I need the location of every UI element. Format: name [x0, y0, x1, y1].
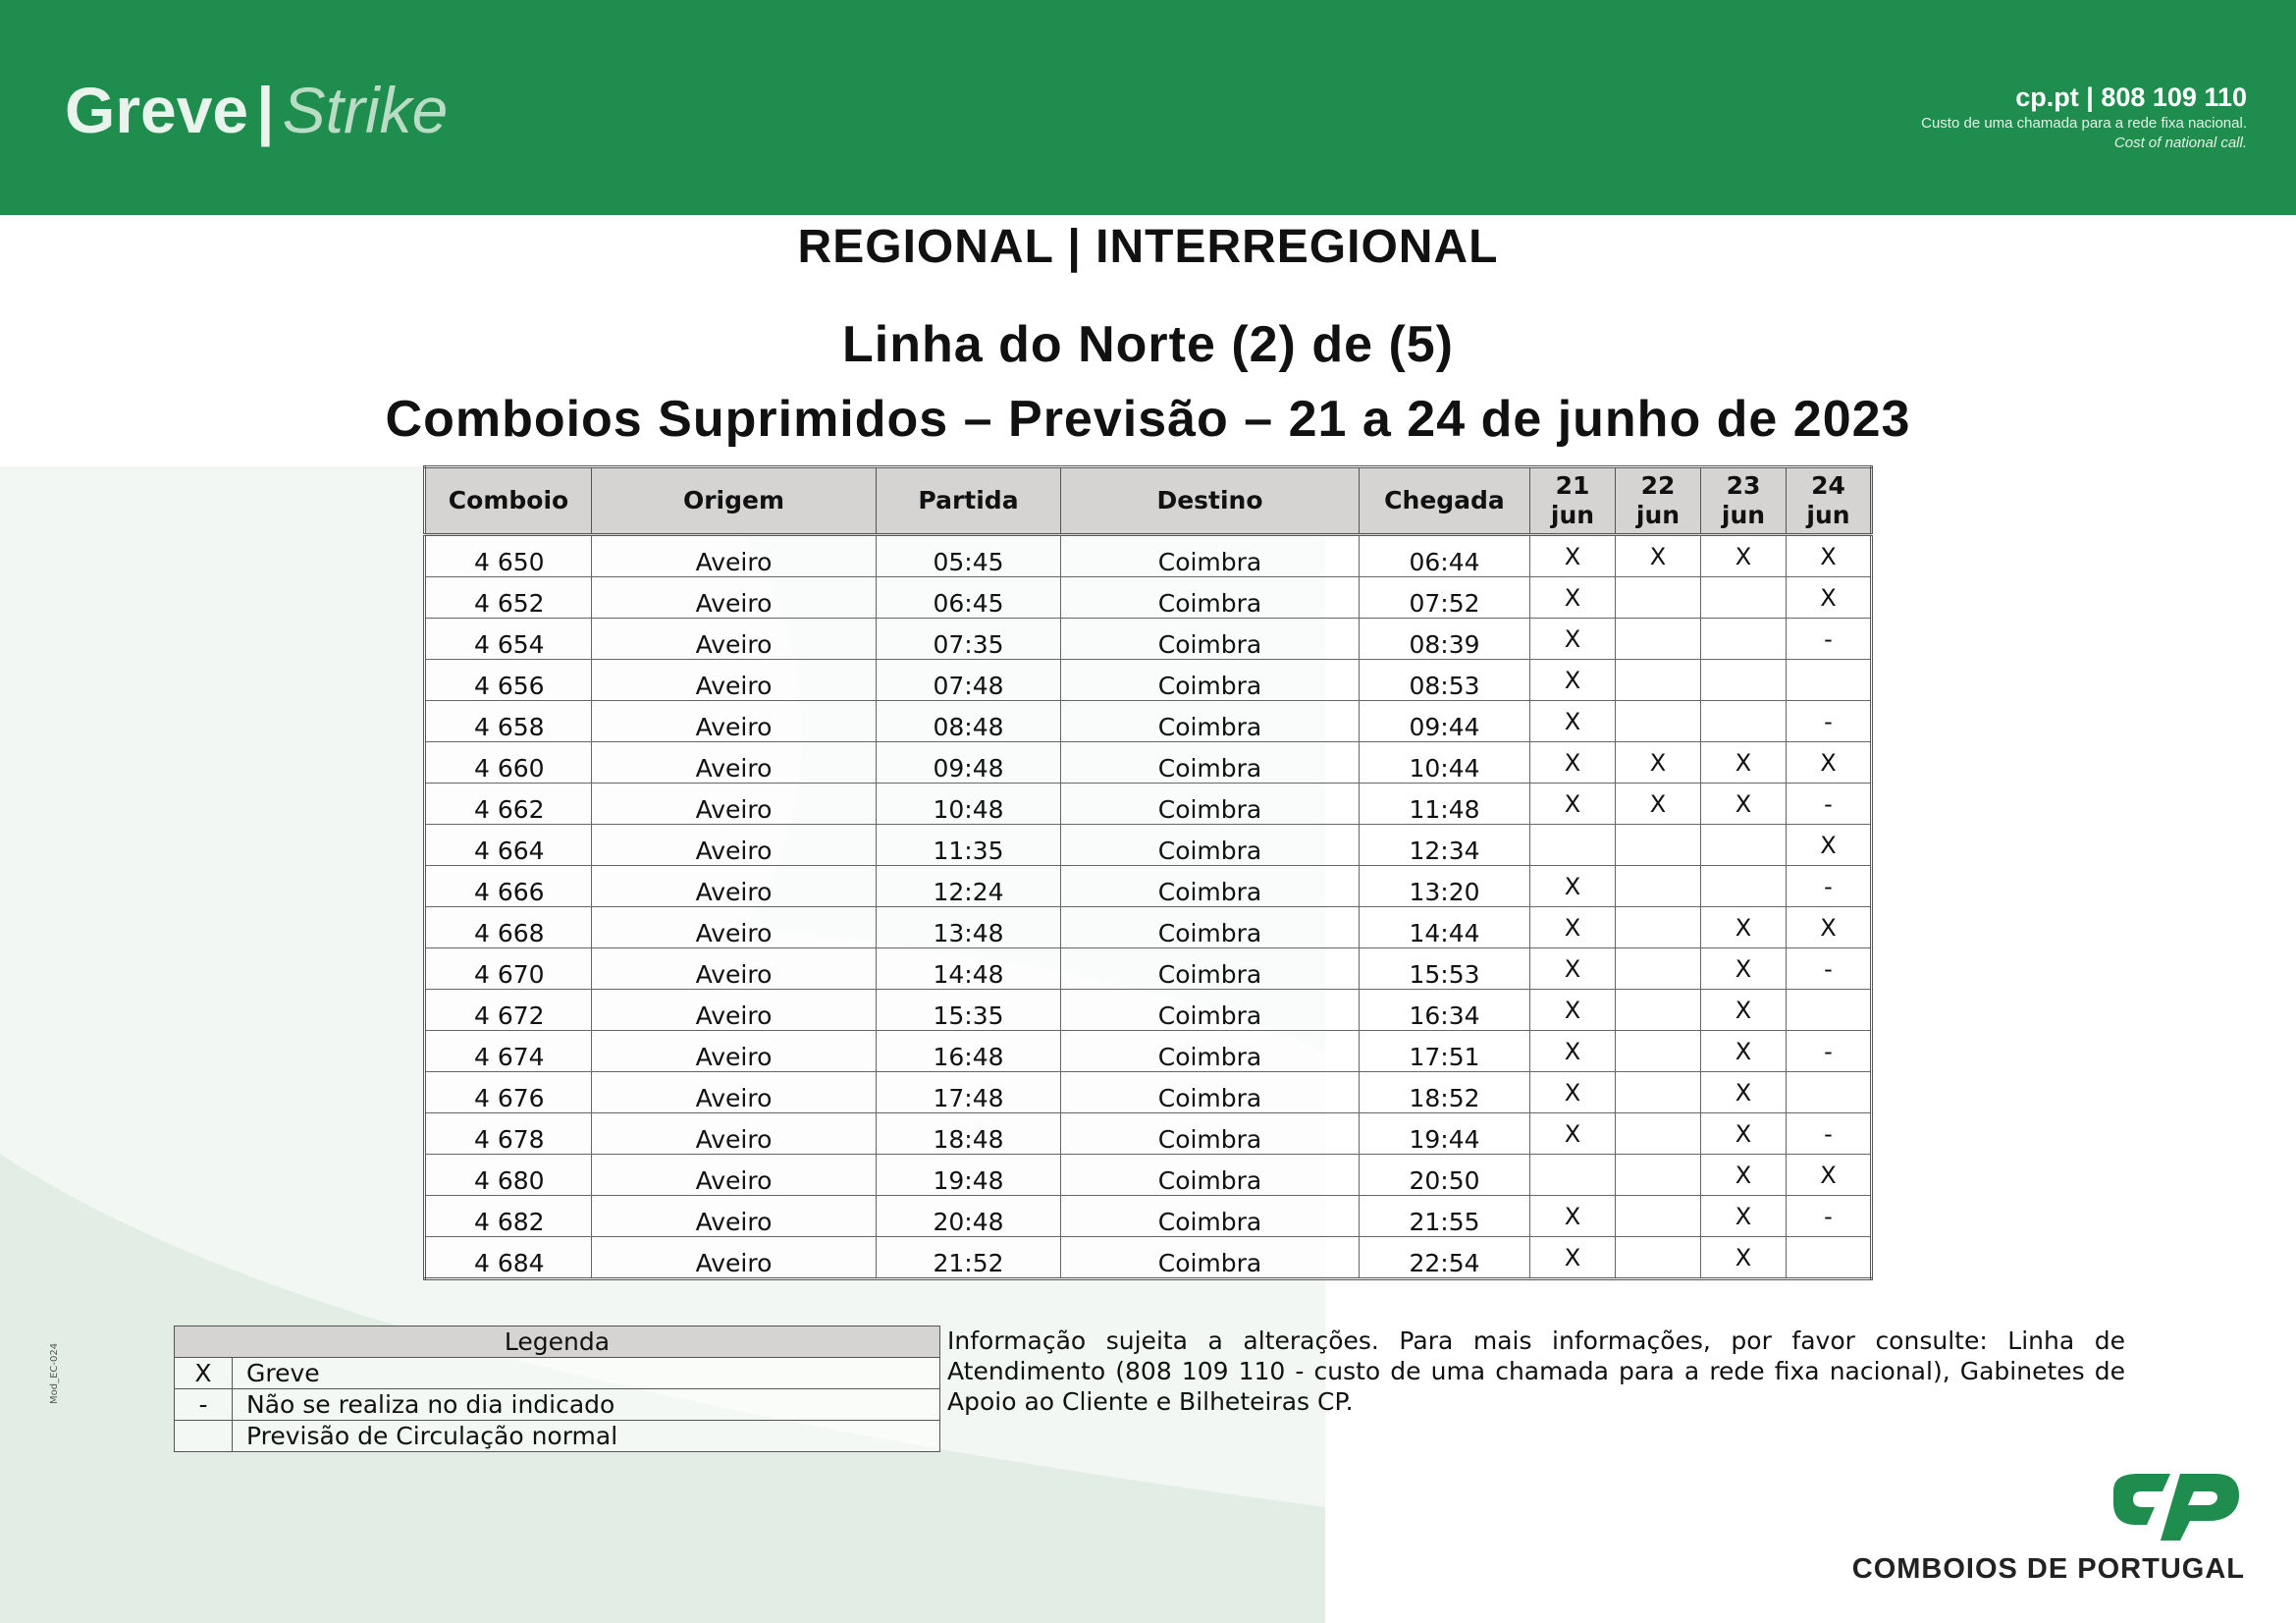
day-number: 22 — [1640, 471, 1676, 500]
cell-day-status — [1701, 825, 1787, 866]
cell-day-status — [1616, 577, 1701, 619]
header-band — [0, 0, 2296, 215]
cell-comboio: 4 664 — [425, 825, 592, 866]
cell-partida: 20:48 — [877, 1196, 1061, 1237]
cost-note-en: Cost of national call. — [2113, 135, 2247, 151]
line-title: Linha do Norte (2) de (5) — [842, 316, 1454, 373]
cell-day-status: X — [1701, 742, 1787, 784]
cell-origem: Aveiro — [592, 1031, 877, 1072]
cell-partida: 11:35 — [877, 825, 1061, 866]
cell-comboio: 4 656 — [425, 660, 592, 701]
col-header-day — [1787, 467, 1872, 535]
cell-destino: Coimbra — [1061, 742, 1360, 784]
cell-day-status: X — [1701, 990, 1787, 1031]
cell-comboio: 4 660 — [425, 742, 592, 784]
cell-day-status — [1616, 660, 1701, 701]
day-month: jun — [1721, 501, 1766, 529]
cell-chegada: 15:53 — [1360, 948, 1530, 990]
cell-day-status: X — [1787, 535, 1872, 577]
cell-day-status — [1616, 1072, 1701, 1113]
cell-day-status: X — [1701, 784, 1787, 825]
col-header-day — [1530, 467, 1616, 535]
cell-day-status: X — [1530, 866, 1616, 907]
brand-title — [65, 71, 448, 149]
cell-chegada: 19:44 — [1360, 1113, 1530, 1155]
cell-day-status: X — [1701, 1237, 1787, 1279]
cell-chegada: 14:44 — [1360, 907, 1530, 948]
cell-origem: Aveiro — [592, 1072, 877, 1113]
col-header-day — [1701, 467, 1787, 535]
day-month: jun — [1806, 501, 1850, 529]
cell-destino: Coimbra — [1061, 825, 1360, 866]
cell-origem: Aveiro — [592, 619, 877, 660]
cell-chegada: 06:44 — [1360, 535, 1530, 577]
cell-day-status — [1787, 990, 1872, 1031]
cell-day-status — [1616, 825, 1701, 866]
cell-day-status: X — [1530, 784, 1616, 825]
cell-destino: Coimbra — [1061, 619, 1360, 660]
cell-comboio: 4 672 — [425, 990, 592, 1031]
cell-day-status: X — [1530, 907, 1616, 948]
cell-destino: Coimbra — [1061, 701, 1360, 742]
cell-day-status — [1787, 1237, 1872, 1279]
legend-symbol: - — [175, 1389, 233, 1421]
cell-comboio: 4 658 — [425, 701, 592, 742]
cell-origem: Aveiro — [592, 535, 877, 577]
cell-destino: Coimbra — [1061, 1196, 1360, 1237]
cell-day-status: - — [1787, 1113, 1872, 1155]
cell-comboio: 4 678 — [425, 1113, 592, 1155]
cell-chegada: 08:53 — [1360, 660, 1530, 701]
cell-day-status: - — [1787, 1196, 1872, 1237]
cost-note-pt: Custo de uma chamada para a rede fixa nacional. — [1921, 115, 2247, 132]
cell-partida: 07:35 — [877, 619, 1061, 660]
cell-day-status: X — [1530, 1072, 1616, 1113]
table-row — [425, 1196, 1872, 1237]
cell-chegada: 09:44 — [1360, 701, 1530, 742]
contact-line: cp.pt | 808 109 110 — [2015, 82, 2247, 112]
table-row — [425, 784, 1872, 825]
cell-day-status — [1701, 619, 1787, 660]
cell-day-status: X — [1701, 535, 1787, 577]
cell-destino: Coimbra — [1061, 535, 1360, 577]
cell-day-status: - — [1787, 866, 1872, 907]
cell-day-status: - — [1787, 784, 1872, 825]
cell-day-status: X — [1530, 1237, 1616, 1279]
cell-origem: Aveiro — [592, 825, 877, 866]
cell-day-status — [1787, 660, 1872, 701]
cell-day-status — [1616, 1031, 1701, 1072]
cell-destino: Coimbra — [1061, 1072, 1360, 1113]
cell-destino: Coimbra — [1061, 784, 1360, 825]
cell-origem: Aveiro — [592, 866, 877, 907]
cell-destino: Coimbra — [1061, 577, 1360, 619]
table-row — [425, 660, 1872, 701]
brand-secondary: Strike — [282, 74, 449, 146]
legend-text: Previsão de Circulação normal — [233, 1421, 940, 1452]
brand-primary: Greve — [65, 74, 249, 146]
cell-day-status: X — [1530, 742, 1616, 784]
contact-block — [1921, 81, 2247, 153]
cell-partida: 19:48 — [877, 1155, 1061, 1196]
side-reference: Mod_EC-024 — [49, 1342, 60, 1404]
table-row — [425, 1072, 1872, 1113]
cell-partida: 08:48 — [877, 701, 1061, 742]
table-row — [425, 1155, 1872, 1196]
cell-origem: Aveiro — [592, 907, 877, 948]
cell-destino: Coimbra — [1061, 1113, 1360, 1155]
col-header-chegada: Chegada — [1360, 467, 1530, 535]
cell-chegada: 21:55 — [1360, 1196, 1530, 1237]
cell-day-status: X — [1616, 742, 1701, 784]
cell-day-status: X — [1701, 907, 1787, 948]
legend-symbol: X — [175, 1358, 233, 1389]
cell-comboio: 4 650 — [425, 535, 592, 577]
cell-day-status: X — [1787, 577, 1872, 619]
cell-comboio: 4 670 — [425, 948, 592, 990]
cell-day-status — [1701, 866, 1787, 907]
cell-chegada: 18:52 — [1360, 1072, 1530, 1113]
table-row — [425, 701, 1872, 742]
cell-comboio: 4 676 — [425, 1072, 592, 1113]
cell-origem: Aveiro — [592, 784, 877, 825]
cell-day-status — [1616, 907, 1701, 948]
cell-day-status: X — [1530, 535, 1616, 577]
legend-row — [175, 1421, 940, 1452]
table-row — [425, 1031, 1872, 1072]
cell-day-status: X — [1616, 535, 1701, 577]
cell-day-status: - — [1787, 948, 1872, 990]
cell-day-status — [1530, 825, 1616, 866]
cell-day-status: X — [1530, 1031, 1616, 1072]
section-title: REGIONAL | INTERREGIONAL — [797, 221, 1499, 273]
table-row — [425, 948, 1872, 990]
cell-day-status: X — [1530, 1196, 1616, 1237]
cell-day-status: X — [1530, 1113, 1616, 1155]
cell-destino: Coimbra — [1061, 1031, 1360, 1072]
cell-day-status — [1616, 866, 1701, 907]
cell-day-status: X — [1530, 948, 1616, 990]
brand-separator: | — [256, 74, 275, 146]
cell-day-status: X — [1701, 1155, 1787, 1196]
cell-day-status: X — [1530, 701, 1616, 742]
cell-day-status — [1616, 1237, 1701, 1279]
cell-day-status — [1616, 948, 1701, 990]
legend-row — [175, 1389, 940, 1421]
cell-chegada: 07:52 — [1360, 577, 1530, 619]
cell-partida: 18:48 — [877, 1113, 1061, 1155]
table-row — [425, 535, 1872, 577]
cell-day-status — [1787, 1072, 1872, 1113]
cell-chegada: 16:34 — [1360, 990, 1530, 1031]
cell-partida: 07:48 — [877, 660, 1061, 701]
cell-day-status — [1701, 660, 1787, 701]
col-header-partida: Partida — [877, 467, 1061, 535]
legend-symbol — [175, 1421, 233, 1452]
cell-day-status — [1530, 1155, 1616, 1196]
cell-destino: Coimbra — [1061, 1155, 1360, 1196]
cp-logo-icon — [2106, 1470, 2245, 1546]
cell-chegada: 13:20 — [1360, 866, 1530, 907]
table-body — [425, 535, 1872, 1279]
legend-text: Não se realiza no dia indicado — [233, 1389, 940, 1421]
day-month: jun — [1635, 501, 1681, 529]
cell-chegada: 12:34 — [1360, 825, 1530, 866]
cell-comboio: 4 682 — [425, 1196, 592, 1237]
cell-origem: Aveiro — [592, 1113, 877, 1155]
cell-comboio: 4 684 — [425, 1237, 592, 1279]
cell-partida: 10:48 — [877, 784, 1061, 825]
legend-table — [174, 1325, 940, 1452]
legend-text: Greve — [233, 1358, 940, 1389]
cell-day-status: - — [1787, 701, 1872, 742]
cell-day-status: X — [1701, 948, 1787, 990]
cell-destino: Coimbra — [1061, 1237, 1360, 1279]
cell-partida: 09:48 — [877, 742, 1061, 784]
cell-partida: 06:45 — [877, 577, 1061, 619]
suppressed-trains-table — [423, 465, 1873, 1280]
cell-origem: Aveiro — [592, 990, 877, 1031]
table-header-row — [425, 467, 1872, 535]
info-text: Informação sujeita a alterações. Para mais informações, por favor consulte: Linha de Atendimento (808 109 110 - custo de uma chamada para a rede fixa nacional), Gabinetes de Apoio ao Cliente e Bilheteiras CP. — [947, 1326, 2125, 1416]
cell-partida: 15:35 — [877, 990, 1061, 1031]
cell-day-status — [1616, 701, 1701, 742]
cell-origem: Aveiro — [592, 948, 877, 990]
cell-day-status: X — [1530, 990, 1616, 1031]
table-row — [425, 990, 1872, 1031]
cell-day-status — [1701, 701, 1787, 742]
cell-comboio: 4 654 — [425, 619, 592, 660]
cell-comboio: 4 680 — [425, 1155, 592, 1196]
cell-origem: Aveiro — [592, 1155, 877, 1196]
cell-day-status: - — [1787, 619, 1872, 660]
cell-origem: Aveiro — [592, 742, 877, 784]
cell-day-status: X — [1787, 1155, 1872, 1196]
cell-destino: Coimbra — [1061, 866, 1360, 907]
cell-day-status: X — [1701, 1072, 1787, 1113]
table-row — [425, 866, 1872, 907]
cell-origem: Aveiro — [592, 660, 877, 701]
cell-day-status: X — [1701, 1196, 1787, 1237]
cell-day-status — [1616, 1113, 1701, 1155]
cell-origem: Aveiro — [592, 1196, 877, 1237]
cell-comboio: 4 668 — [425, 907, 592, 948]
cell-partida: 16:48 — [877, 1031, 1061, 1072]
cell-destino: Coimbra — [1061, 990, 1360, 1031]
cell-day-status: X — [1701, 1113, 1787, 1155]
day-number: 23 — [1726, 471, 1761, 500]
table-row — [425, 1237, 1872, 1279]
day-number: 24 — [1811, 471, 1845, 500]
cell-chegada: 20:50 — [1360, 1155, 1530, 1196]
day-month: jun — [1550, 501, 1595, 529]
cell-day-status: X — [1530, 577, 1616, 619]
table-row — [425, 577, 1872, 619]
cell-chegada: 11:48 — [1360, 784, 1530, 825]
cell-origem: Aveiro — [592, 1237, 877, 1279]
col-header-origem: Origem — [592, 467, 877, 535]
cell-day-status — [1701, 577, 1787, 619]
cell-comboio: 4 662 — [425, 784, 592, 825]
table-row — [425, 742, 1872, 784]
cell-partida: 12:24 — [877, 866, 1061, 907]
cell-comboio: 4 652 — [425, 577, 592, 619]
page-title: Comboios Suprimidos – Previsão – 21 a 24 de junho de 2023 — [385, 391, 1911, 448]
cell-chegada: 10:44 — [1360, 742, 1530, 784]
cell-partida: 17:48 — [877, 1072, 1061, 1113]
table-row — [425, 1113, 1872, 1155]
cell-partida: 05:45 — [877, 535, 1061, 577]
cell-partida: 13:48 — [877, 907, 1061, 948]
cell-origem: Aveiro — [592, 701, 877, 742]
cell-day-status — [1616, 1196, 1701, 1237]
cell-comboio: 4 666 — [425, 866, 592, 907]
cell-partida: 21:52 — [877, 1237, 1061, 1279]
cell-comboio: 4 674 — [425, 1031, 592, 1072]
cell-day-status: X — [1616, 784, 1701, 825]
cell-day-status: X — [1530, 660, 1616, 701]
cell-day-status: X — [1787, 825, 1872, 866]
cell-day-status: X — [1530, 619, 1616, 660]
col-header-comboio: Comboio — [425, 467, 592, 535]
cell-chegada: 17:51 — [1360, 1031, 1530, 1072]
legend-row — [175, 1358, 940, 1389]
col-header-day — [1616, 467, 1701, 535]
cell-day-status: X — [1701, 1031, 1787, 1072]
cell-chegada: 22:54 — [1360, 1237, 1530, 1279]
legend-title: Legenda — [175, 1326, 940, 1358]
cell-day-status — [1616, 990, 1701, 1031]
cell-day-status: - — [1787, 1031, 1872, 1072]
table-row — [425, 907, 1872, 948]
cell-origem: Aveiro — [592, 577, 877, 619]
table-row — [425, 825, 1872, 866]
col-header-destino: Destino — [1061, 467, 1360, 535]
cell-destino: Coimbra — [1061, 907, 1360, 948]
cell-day-status — [1616, 619, 1701, 660]
logo-text: COMBOIOS DE PORTUGAL — [1851, 1553, 2245, 1585]
cell-day-status — [1616, 1155, 1701, 1196]
cell-chegada: 08:39 — [1360, 619, 1530, 660]
day-number: 21 — [1555, 471, 1590, 500]
cell-destino: Coimbra — [1061, 948, 1360, 990]
cell-destino: Coimbra — [1061, 660, 1360, 701]
cell-day-status: X — [1787, 742, 1872, 784]
table-row — [425, 619, 1872, 660]
cell-partida: 14:48 — [877, 948, 1061, 990]
cell-day-status: X — [1787, 907, 1872, 948]
